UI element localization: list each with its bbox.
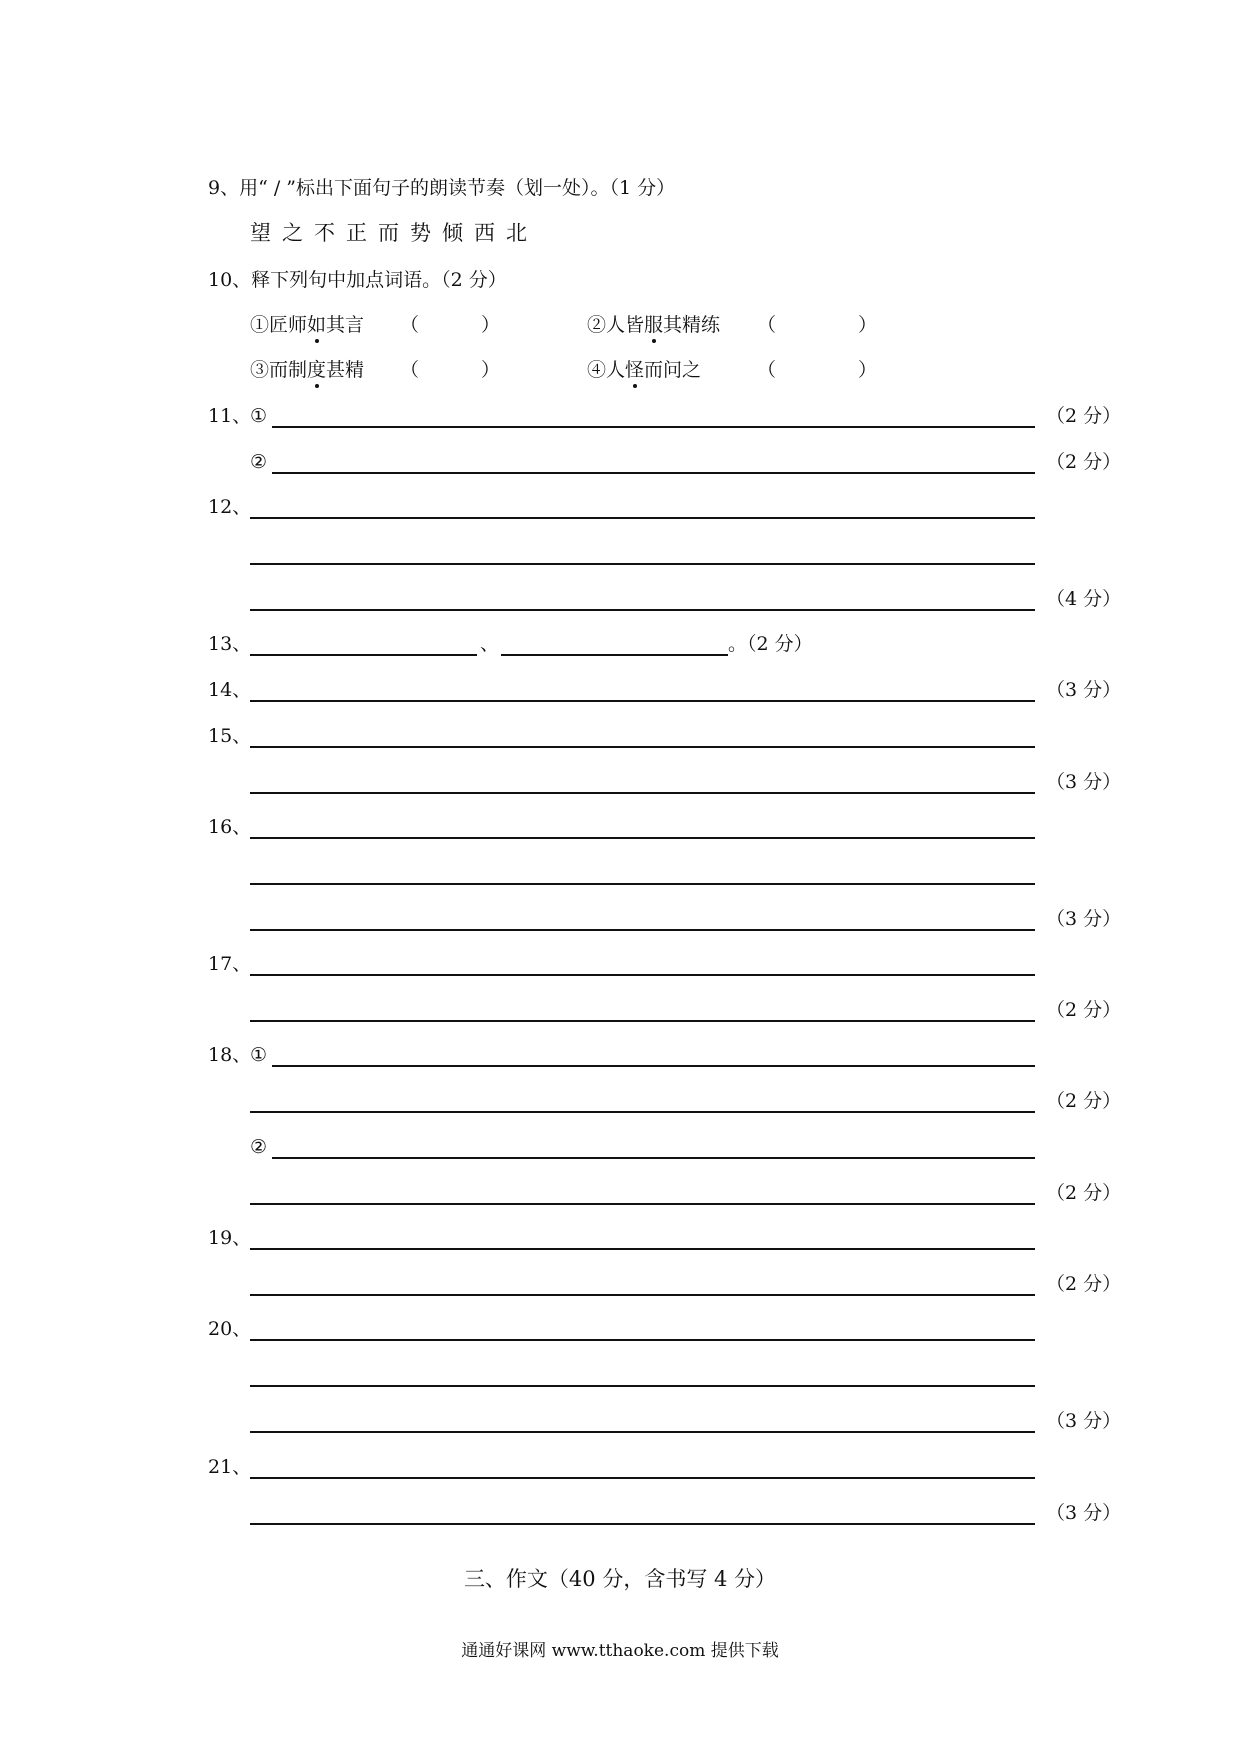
q20-number: 20、 (208, 1318, 252, 1340)
q9-sentence: 望之不正而势倾西北 (250, 221, 538, 245)
q17-answer-line-1[interactable] (250, 974, 1035, 976)
q12-score: （4 分） (1046, 588, 1122, 610)
q10-item-3-blank: （ ） (400, 359, 501, 381)
footer-source: 通通好课网 www.tthaoke.com 提供下载 (461, 1641, 779, 1661)
q12-number: 12、 (208, 496, 252, 518)
q18-sub1-marker: ① (250, 1044, 268, 1066)
q14-number: 14、 (208, 679, 252, 701)
q15-answer-line-1[interactable] (250, 746, 1035, 748)
q12-answer-line-3[interactable] (250, 609, 1035, 611)
emphasis-dot-char: 度 (307, 359, 327, 381)
q10-item-1: ①匠师如其言 (250, 314, 365, 336)
q16-number: 16、 (208, 816, 252, 838)
q18-answer-line-1[interactable] (272, 1065, 1035, 1067)
q18-score-1: （2 分） (1046, 1090, 1122, 1112)
q11-sub1-marker: ① (250, 405, 268, 427)
q11-score-2: （2 分） (1046, 451, 1122, 473)
q16-answer-line-3[interactable] (250, 929, 1035, 931)
q19-answer-line-1[interactable] (250, 1248, 1035, 1250)
q21-number: 21、 (208, 1456, 252, 1478)
q10-item-4: ④人怪而问之 (587, 359, 702, 381)
q13-tail: 。（2 分） (728, 633, 813, 655)
q20-answer-line-3[interactable] (250, 1431, 1035, 1433)
q13-answer-line-1[interactable] (250, 654, 477, 656)
q10-item-1-blank: （ ） (400, 314, 501, 336)
q16-score: （3 分） (1046, 908, 1122, 930)
emphasis-dot-char: 怪 (625, 359, 645, 381)
q20-answer-line-2[interactable] (250, 1385, 1035, 1387)
section3-heading: 三、作文（40 分，含书写 4 分） (463, 1567, 777, 1591)
q12-answer-line-1[interactable] (250, 517, 1035, 519)
q18-number: 18、 (208, 1044, 252, 1066)
emphasis-dot-char: 如 (307, 314, 327, 336)
q15-score: （3 分） (1046, 771, 1122, 793)
q13-number: 13、 (208, 633, 252, 655)
q21-score: （3 分） (1046, 1502, 1122, 1524)
q18-score-2: （2 分） (1046, 1182, 1122, 1204)
q18-answer-line-2[interactable] (250, 1111, 1035, 1113)
q11-answer-line-1[interactable] (272, 426, 1035, 428)
q15-answer-line-2[interactable] (250, 792, 1035, 794)
q19-number: 19、 (208, 1227, 252, 1249)
q19-answer-line-2[interactable] (250, 1294, 1035, 1296)
q10-label: 10、释下列句中加点词语。（2 分） (208, 269, 507, 291)
q14-score: （3 分） (1046, 679, 1122, 701)
q14-answer-line[interactable] (250, 700, 1035, 702)
q11-number: 11、 (208, 405, 252, 427)
q11-answer-line-2[interactable] (272, 472, 1035, 474)
q16-answer-line-1[interactable] (250, 837, 1035, 839)
q21-answer-line-1[interactable] (250, 1477, 1035, 1479)
q20-answer-line-1[interactable] (250, 1339, 1035, 1341)
q20-score: （3 分） (1046, 1410, 1122, 1432)
q16-answer-line-2[interactable] (250, 883, 1035, 885)
q12-answer-line-2[interactable] (250, 563, 1035, 565)
q17-score: （2 分） (1046, 999, 1122, 1021)
q17-answer-line-2[interactable] (250, 1020, 1035, 1022)
q15-number: 15、 (208, 725, 252, 747)
emphasis-dot-char: 服 (644, 314, 664, 336)
q18-answer-line-4[interactable] (250, 1203, 1035, 1205)
q17-number: 17、 (208, 953, 252, 975)
q18-answer-line-3[interactable] (272, 1157, 1035, 1159)
q18-sub2-marker: ② (250, 1136, 268, 1158)
q10-item-2-blank: （ ） (757, 314, 878, 336)
q19-score: （2 分） (1046, 1273, 1122, 1295)
q13-answer-line-2[interactable] (501, 654, 728, 656)
q10-item-4-blank: （ ） (757, 359, 878, 381)
q13-separator: 、 (480, 633, 500, 655)
q10-item-3: ③而制度甚精 (250, 359, 365, 381)
q11-sub2-marker: ② (250, 451, 268, 473)
q9-label: 9、用“ / ”标出下面句子的朗读节奏（划一处）。（1 分） (208, 177, 676, 199)
q10-item-2: ②人皆服其精练 (587, 314, 721, 336)
q11-score-1: （2 分） (1046, 405, 1122, 427)
q21-answer-line-2[interactable] (250, 1523, 1035, 1525)
